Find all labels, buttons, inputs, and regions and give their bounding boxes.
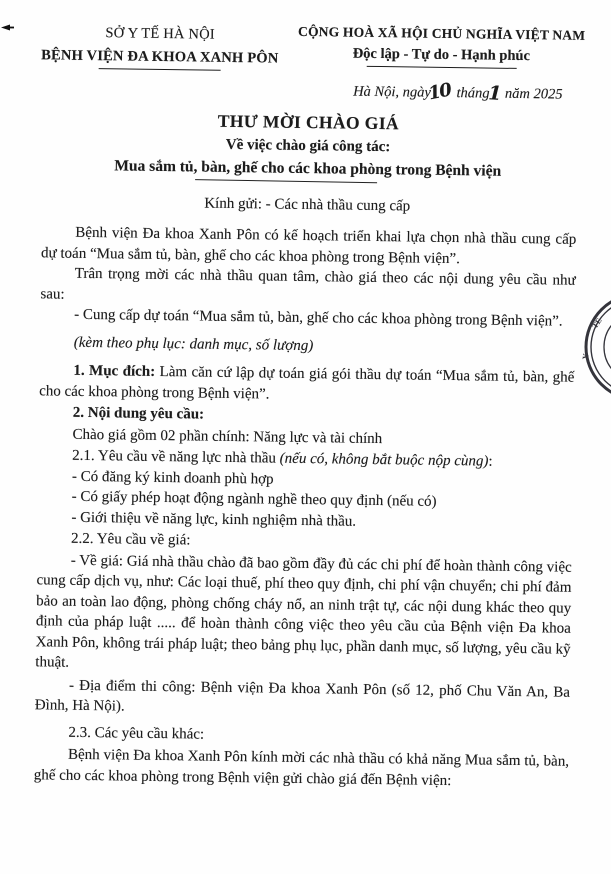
- text-run: Trân trọng mời các nhà thầu quan tâm, chào giá theo các nội dung yêu cầu như sau:: [40, 265, 576, 303]
- text-run: - Cung cấp dự toán “Mua sắm tủ, bàn, ghế cho các khoa phòng trong Bệnh viện”.: [74, 306, 563, 330]
- national-motto-line1: CỘNG HOÀ XÃ HỘI CHỦ NGHĨA VIỆT NAM: [297, 23, 586, 43]
- text-run: 2.2. Yêu cầu về giá:: [70, 530, 191, 549]
- official-stamp-icon: [575, 296, 611, 402]
- subject-underline: [195, 179, 377, 183]
- subject-line: Mua sắm tủ, bàn, ghế cho các khoa phòng trong Bệnh viện: [114, 157, 502, 180]
- text-run: (kèm theo phụ lục: danh mục, số lượng): [73, 334, 314, 354]
- para-attachment: [40, 332, 575, 360]
- date-year: năm 2025: [504, 85, 563, 103]
- issuing-org-block: [33, 20, 286, 100]
- text-run: 2.3. Các yêu cầu khác:: [68, 724, 205, 743]
- place-date-line: [285, 78, 596, 104]
- national-header-block: [285, 24, 597, 104]
- text-run: (nếu có, không bắt buộc nộp cùng): [279, 450, 489, 470]
- text-run: Làm căn cứ lập dự toán giá gói thầu dự toán “Mua sắm tủ, bàn, ghế cho các khoa phòng trong Bệnh viện”.: [39, 363, 575, 403]
- text-run: 2. Nội dung yêu cầu:: [72, 404, 205, 423]
- para-location: [35, 675, 571, 723]
- subject-intro: Về việc chào giá công tác:: [225, 136, 391, 156]
- para-closing: [34, 744, 570, 792]
- text-run: :: [488, 453, 493, 470]
- text-run: Bệnh viện Đa khoa Xanh Pôn có kế hoạch triển khai lựa chọn nhà thầu cung cấp dự toán “Mua sắm tủ, bàn, ghế cho các khoa phòng trong Bệnh viện”.: [40, 224, 577, 267]
- national-motto-line2: Độc lập - Tự do - Hạnh phúc: [352, 45, 531, 65]
- document-title: THƯ MỜI CHÀO GIÁ: [217, 110, 400, 134]
- hospital-name: BỆNH VIỆN ĐA KHOA XANH PÔN: [41, 47, 279, 67]
- parent-department: SỞ Y TẾ HÀ NỘI: [105, 25, 215, 43]
- date-prefix: Hà Nội, ngày: [353, 83, 431, 101]
- text-run: 1. Mục đích:: [73, 362, 160, 380]
- text-run: - Có đăng ký kinh doanh phù hợp: [71, 468, 274, 488]
- body-paragraphs: [34, 222, 577, 792]
- date-month-label: tháng: [456, 85, 490, 102]
- text-run: - Về giá: Giá nhà thầu chào đã bao gồm đầy đủ các chi phí để hoàn thành công việc cung cấp dịch vụ, như: Các loại thuế, phí theo quy định, chi phí vận chuyển; chi phí đảm bảo an toàn lao động, phòng chống cháy nổ, an ninh trật tự, các nội dung khác theo quy định của pháp luật ..... để hoàn thành công việc theo yêu cầu của Bệnh viện Đa khoa Xanh Pôn, không trái pháp luật; theo bảng phụ lục, phần danh mục, số lượng, yêu cầu kỹ thuật.: [35, 552, 572, 671]
- para-purpose: [39, 360, 575, 408]
- stamp-letter-y: Y: [580, 352, 591, 361]
- letter-header: [3, 0, 611, 104]
- text-run: - Giới thiệu về năng lực, kinh nghiệm nhà thầu.: [71, 509, 357, 530]
- title-block: [2, 108, 611, 187]
- handwritten-day: 10: [426, 79, 452, 105]
- text-run: - Có giấy phép hoạt động ngành nghề theo quy định (nếu có): [71, 488, 437, 510]
- motto-underline: [366, 66, 516, 69]
- text-run: Bệnh viện Đa khoa Xanh Pôn kính mời các nhà thầu có khả năng Mua sắm tủ, bàn, ghế cho các khoa phòng trong Bệnh viện gửi chào giá đến Bệnh viện:: [33, 746, 570, 789]
- text-run: - Địa điểm thi công: Bệnh viện Đa khoa Xanh Pôn (số 12, phố Chu Văn An, Ba Đình, Hà Nội).: [34, 677, 571, 715]
- text-run: 2.1. Yêu cầu về năng lực nhà thầu: [72, 447, 280, 467]
- text-run: Chào giá gồm 02 phần chính: Năng lực và tài chính: [72, 426, 383, 447]
- salutation-line: Kính gửi: - Các nhà thầu cung cấp: [204, 195, 411, 215]
- org-underline: [99, 68, 221, 71]
- handwritten-month: 1: [487, 82, 501, 105]
- para-price-detail: [35, 550, 572, 680]
- stamp-letter-te: TẾ: [590, 316, 604, 331]
